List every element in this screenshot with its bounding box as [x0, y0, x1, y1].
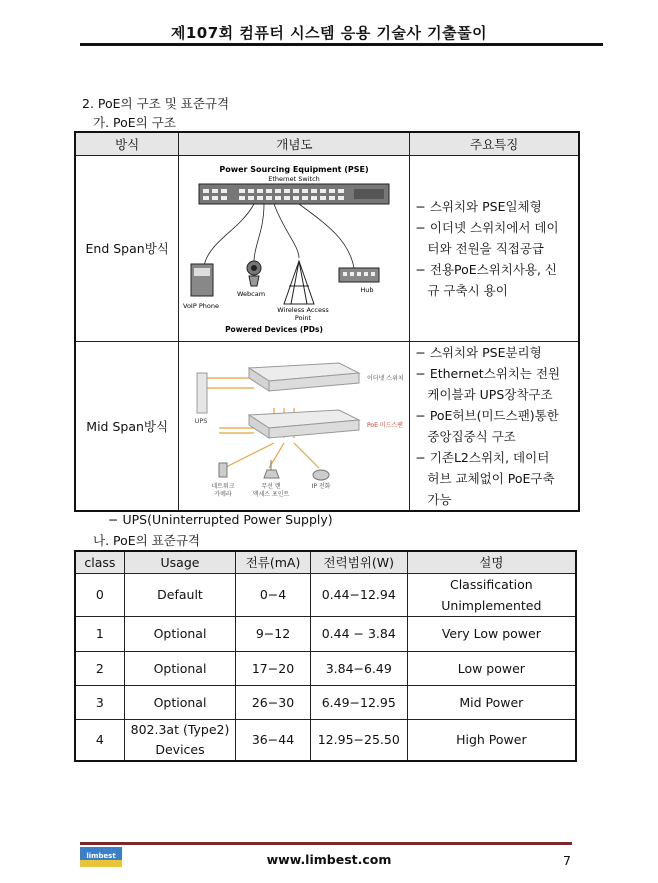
mid-device-camera-2: 카메라: [214, 490, 233, 498]
cell-usage: [124, 719, 235, 761]
cell-description: [407, 573, 576, 616]
cell-current: 36−44: [236, 719, 311, 761]
cell-usage: Optional: [124, 651, 235, 685]
end-span-diagram: [179, 156, 409, 341]
mid-span-features: [410, 341, 579, 511]
cell-usage: Optional: [124, 685, 235, 719]
ups-icon: [197, 373, 207, 413]
end-span-diagram-cell: [179, 155, 410, 341]
desc-line: Unimplemented: [441, 597, 542, 613]
footer-url[interactable]: www.limbest.com: [266, 852, 392, 867]
col-usage: Usage: [124, 551, 235, 573]
device-hub: Hub: [360, 285, 374, 294]
mid-ups-label: UPS: [194, 416, 208, 425]
cell-class: 0: [75, 573, 124, 616]
device-voip: VoIP Phone: [183, 301, 220, 310]
mid-span-feature: 중앙집중식 구조: [427, 428, 516, 444]
col-power: 전력범위(W): [310, 551, 407, 573]
end-span-feature: 터와 전원을 직접공급: [427, 240, 544, 256]
cell-power: 12.95−25.50: [310, 719, 407, 761]
structure-table: [74, 131, 580, 512]
mid-top-label: 이더넷 스위치: [367, 374, 405, 382]
table-row: [75, 685, 576, 719]
cell-description: High Power: [407, 719, 576, 761]
mid-device-phone: IP 전화: [311, 482, 331, 490]
mid-span-feature: − Ethernet스위치는 전원: [415, 365, 561, 381]
switch-label: Ethernet Switch: [268, 174, 321, 183]
col-current: 전류(mA): [236, 551, 311, 573]
col-method: 방식: [75, 132, 179, 155]
mid-span-diagram-cell: [179, 341, 410, 511]
section-heading: 2. PoE의 구조 및 표준규격: [82, 96, 230, 111]
page-number: 7: [563, 853, 571, 868]
col-features: 주요특징: [410, 132, 579, 155]
end-span-feature: − 스위치와 PSE일체형: [415, 198, 542, 214]
end-span-feature: − 이더넷 스위치에서 데이: [415, 219, 559, 235]
cell-class: 3: [75, 685, 124, 719]
footer-rule: [80, 842, 572, 845]
end-span-feature: 규 구축시 용이: [427, 282, 508, 298]
table-row: [75, 651, 576, 685]
cell-current: 0−4: [236, 573, 311, 616]
cell-description: Very Low power: [407, 616, 576, 651]
pd-footer: Powered Devices (PDs): [225, 324, 324, 334]
mid-device-camera: 네트워크: [211, 482, 235, 490]
mid-mid-label: PoE 미드스팬: [367, 421, 404, 429]
end-span-features: [410, 155, 579, 341]
mid-span-feature: − 기존L2스위치, 데이터: [415, 449, 550, 465]
cell-current: 17−20: [236, 651, 311, 685]
logo-text: limbest: [86, 852, 116, 860]
mid-device-wlan: 무선 랜: [261, 482, 282, 490]
cell-usage: Optional: [124, 616, 235, 651]
desc-line: Classification: [449, 576, 533, 592]
usage-line: 802.3at (Type2): [130, 721, 230, 737]
cell-description: Mid Power: [407, 685, 576, 719]
wireless-ap-icon: [264, 470, 279, 478]
cell-power: 3.84−6.49: [310, 651, 407, 685]
pse-title: Power Sourcing Equipment (PSE): [219, 164, 370, 174]
table-row: [75, 573, 576, 616]
page-header-title: 제107회 컴퓨터 시스템 응용 기술사 기출풀이: [170, 24, 488, 42]
subsection-standard: 나. PoE의 표준규격: [93, 533, 201, 548]
mid-span-feature: − 스위치와 PSE분리형: [415, 344, 542, 360]
table-row: [75, 719, 576, 761]
method-mid-span: Mid Span방식: [75, 341, 179, 511]
mid-span-feature: 케이블과 UPS장착구조: [427, 386, 553, 402]
device-wap-point: Point: [295, 313, 312, 322]
ip-phone-icon: [313, 470, 329, 480]
cell-class: 2: [75, 651, 124, 685]
row-end-span: [75, 155, 579, 341]
ups-note: − UPS(Uninterrupted Power Supply): [108, 512, 333, 527]
row-mid-span: [75, 341, 579, 511]
cell-usage: Default: [124, 573, 235, 616]
mid-span-feature: 허브 교체없이 PoE구축: [427, 470, 555, 486]
cell-current: 9−12: [236, 616, 311, 651]
col-class: class: [75, 551, 124, 573]
device-wap: Wireless Access: [277, 305, 330, 314]
cell-class: 1: [75, 616, 124, 651]
cell-power: 0.44−12.94: [310, 573, 407, 616]
device-webcam: Webcam: [237, 289, 266, 298]
wireless-ap-icon: [284, 261, 314, 304]
subsection-structure: 가. PoE의 구조: [93, 115, 176, 130]
end-span-feature: − 전용PoE스위치사용, 신: [415, 261, 558, 277]
cell-class: 4: [75, 719, 124, 761]
cell-description: Low power: [407, 651, 576, 685]
method-end-span: End Span방식: [75, 155, 179, 341]
structure-header-row: [75, 132, 579, 155]
col-description: 설명: [407, 551, 576, 573]
table-row: [75, 616, 576, 651]
mid-span-feature: − PoE허브(미드스팬)통한: [415, 407, 559, 423]
mid-device-wlan-2: 액세스 포인트: [253, 490, 290, 498]
standard-header-row: [75, 551, 576, 573]
cell-power: 0.44 − 3.84: [310, 616, 407, 651]
cell-current: 26−30: [236, 685, 311, 719]
network-camera-icon: [219, 463, 227, 477]
mid-span-diagram: [179, 343, 409, 509]
mid-span-feature: 가능: [427, 491, 452, 507]
col-diagram: 개념도: [179, 132, 410, 155]
header-rule: [80, 43, 603, 46]
standard-table: [74, 550, 577, 762]
usage-line: Devices: [155, 741, 205, 757]
cell-power: 6.49−12.95: [310, 685, 407, 719]
